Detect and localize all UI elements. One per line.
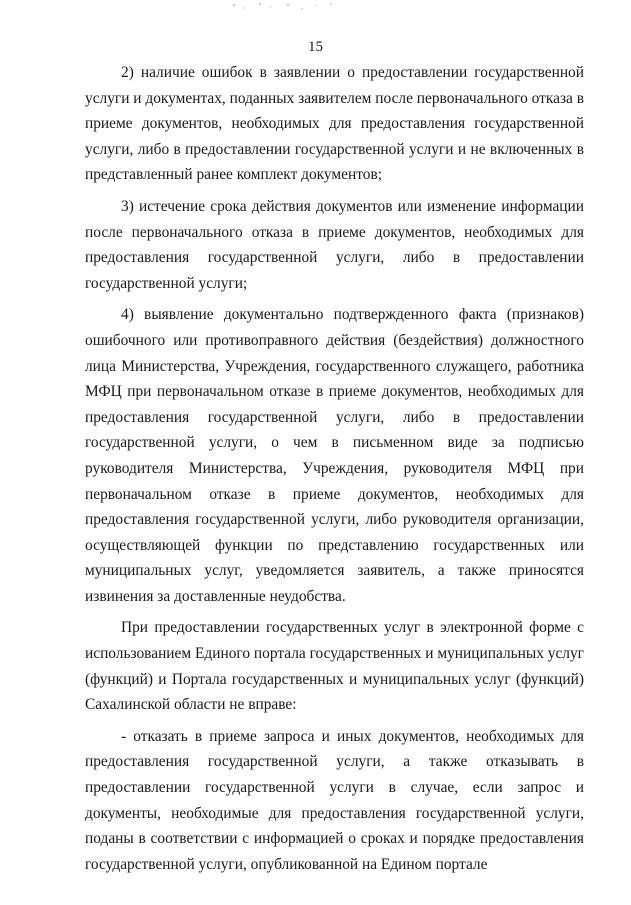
paragraph-electronic-services: При предоставлении государственных услуг в электронной форме с использованием Единого портала государственных и муниципальных услуг (функций) и Портала государственных и муниципальных услуг (функций) Сахалинской области не вправе: <box>85 619 584 714</box>
page-number: 15 <box>308 39 323 55</box>
paragraph-item-3: 3) истечение срока действия документов или изменение информации после первоначального отказа в приеме документов, необходимых для предоставления государственной услуги, либо в предоставлении государственной услуги; <box>85 197 584 292</box>
paragraph-item-4: 4) выявление документально подтвержденного факта (признаков) ошибочного или противоправного действия (бездействия) должностного лица Министерства, Учреждения, государственного служащего, работника МФЦ при первоначальном отказе в приеме документов, необходимых для предоставления государственной услуги, либо в предоставлении государственной услуги, о чем в письменном виде за подписью руководителя Министерства, Учреждения, руководителя МФЦ при первоначальном отказе в приеме документов, необходимых для предоставления государственной услуги, либо руководителя организации, осуществляющей функции по представлению государственных или муниципальных услуг, уведомляется заявитель, а также приносятся извинения за доставленные неудобства. <box>85 306 584 605</box>
paragraph-item-2: 2) наличие ошибок в заявлении о предоставлении государственной услуги и документах, поданных заявителем после первоначального отказа в приеме документов, необходимых для предоставления государственной услуги, либо в предоставлении государственной услуги и не включенных в представленный ранее комплект документов; <box>85 64 584 184</box>
paragraph-refusal-clause: - отказать в приеме запроса и иных документов, необходимых для предоставления государственной услуги, а также отказывать в предоставлении государственной услуги в случае, если запрос и документы, необходимые для предоставления государственной услуги, поданы в соответствии с информацией о сроках и порядке предоставления государственной услуги, опубликованной на Едином портале <box>85 727 584 873</box>
scan-noise-marks <box>230 2 350 12</box>
document-body <box>85 60 584 877</box>
